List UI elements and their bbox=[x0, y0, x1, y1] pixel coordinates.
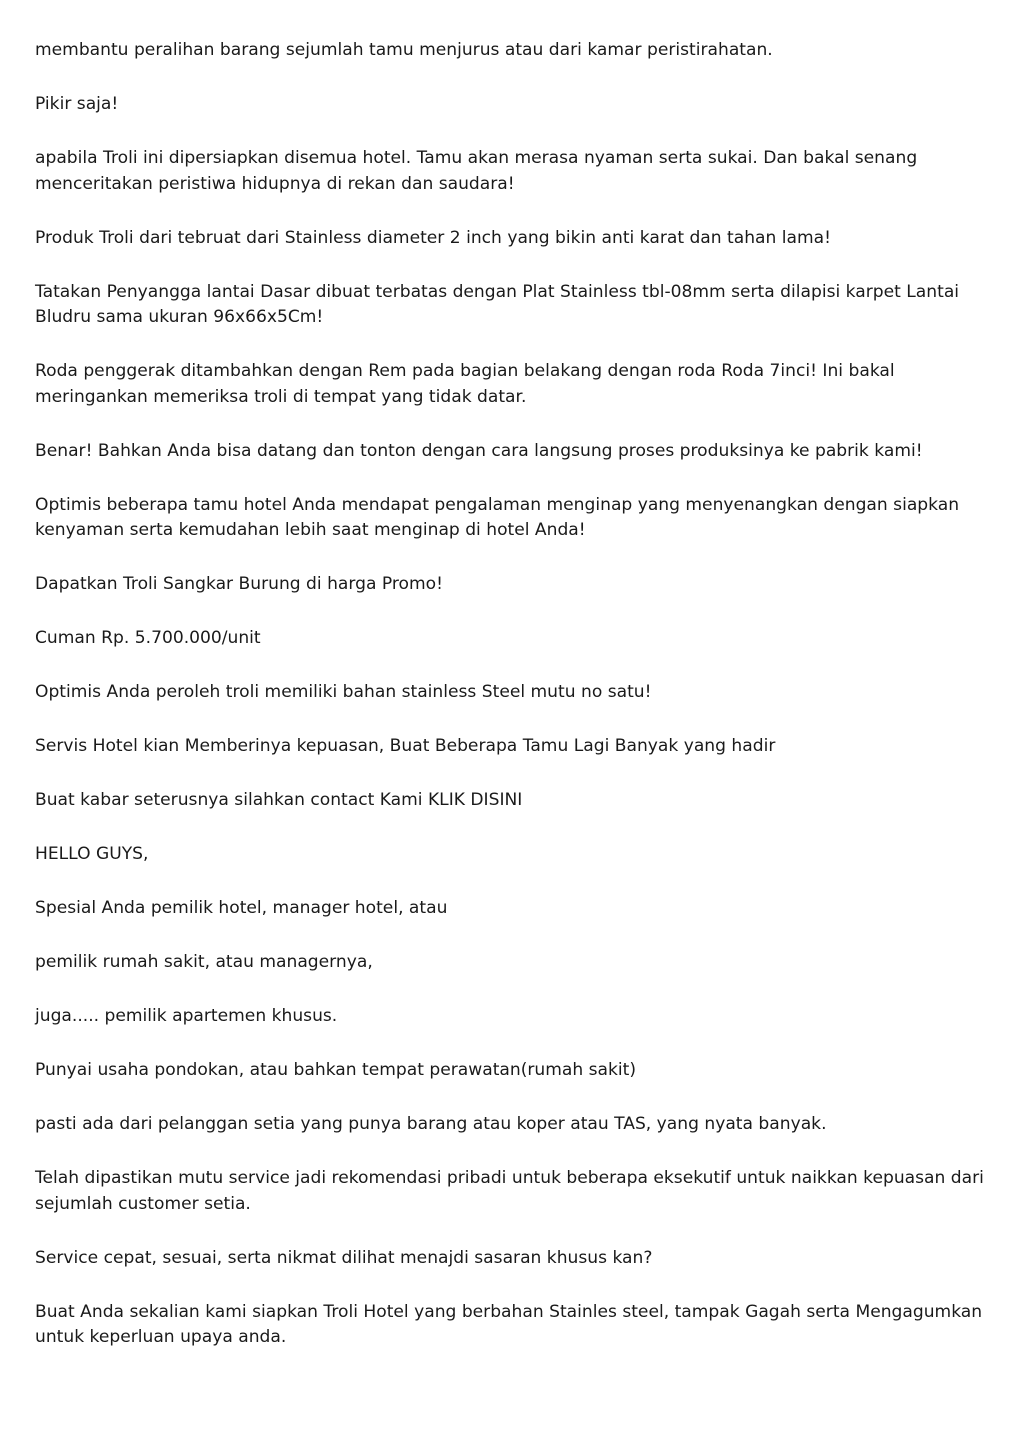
paragraph-22: Buat Anda sekalian kami siapkan Troli Hotel yang berbahan Stainles steel, tampak Gagah serta Mengagumkan untuk keperluan upaya anda. bbox=[35, 1301, 983, 1348]
paragraph-20: Telah dipastikan mutu service jadi rekomendasi pribadi untuk beberapa eksekutif untuk naikkan kepuasan dari sejumlah customer setia. bbox=[35, 1168, 984, 1214]
paragraph-11: Optimis Anda peroleh troli memiliki bahan stainless Steel mutu no satu! bbox=[35, 682, 652, 703]
paragraph-14: HELLO GUYS, bbox=[35, 844, 149, 865]
paragraph-10: Cuman Rp. 5.700.000/unit bbox=[35, 628, 261, 649]
paragraph-16: pemilik rumah sakit, atau managernya, bbox=[35, 952, 373, 973]
paragraph-8: Optimis beberapa tamu hotel Anda mendapat pengalaman menginap yang menyenangkan dengan siapkan kenyaman serta kemudahan lebih saat menginap di hotel Anda! bbox=[35, 494, 960, 541]
paragraph-4: Produk Troli dari tebruat dari Stainless diameter 2 inch yang bikin anti karat dan tahan lama! bbox=[35, 227, 832, 248]
paragraph-6: Roda penggerak ditambahkan dengan Rem pada bagian belakang dengan roda Roda 7inci! Ini bakal meringankan memeriksa troli di tempat yang tidak datar. bbox=[35, 361, 895, 407]
paragraph-5: Tatakan Penyangga lantai Dasar dibuat terbatas dengan Plat Stainless tbl-08mm serta dilapisi karpet Lantai Bludru sama ukuran 96x66x5Cm! bbox=[35, 281, 960, 328]
paragraph-9: Dapatkan Troli Sangkar Burung di harga Promo! bbox=[35, 574, 443, 595]
paragraph-19: pasti ada dari pelanggan setia yang punya barang atau koper atau TAS, yang nyata banyak. bbox=[35, 1114, 827, 1135]
paragraph-21: Service cepat, sesuai, serta nikmat dilihat menajdi sasaran khusus kan? bbox=[35, 1247, 653, 1268]
paragraph-7: Benar! Bahkan Anda bisa datang dan tonton dengan cara langsung proses produksinya ke pabrik kami! bbox=[35, 440, 923, 461]
paragraph-2: Pikir saja! bbox=[35, 93, 119, 114]
paragraph-15: Spesial Anda pemilik hotel, manager hotel, atau bbox=[35, 898, 448, 919]
paragraph-1: membantu peralihan barang sejumlah tamu menjurus atau dari kamar peristirahatan. bbox=[35, 40, 773, 60]
paragraph-3: apabila Troli ini dipersiapkan disemua hotel. Tamu akan merasa nyaman serta sukai. Dan bakal senang menceritakan peristiwa hidupnya di rekan dan saudara! bbox=[35, 147, 918, 194]
paragraph-17: juga..... pemilik apartemen khusus. bbox=[35, 1006, 338, 1027]
paragraph-12: Servis Hotel kian Memberinya kepuasan, Buat Beberapa Tamu Lagi Banyak yang hadir bbox=[35, 736, 776, 757]
paragraph-18: Punyai usaha pondokan, atau bahkan tempat perawatan(rumah sakit) bbox=[35, 1060, 637, 1081]
paragraph-13: Buat kabar seterusnya silahkan contact Kami KLIK DISINI bbox=[35, 790, 523, 811]
